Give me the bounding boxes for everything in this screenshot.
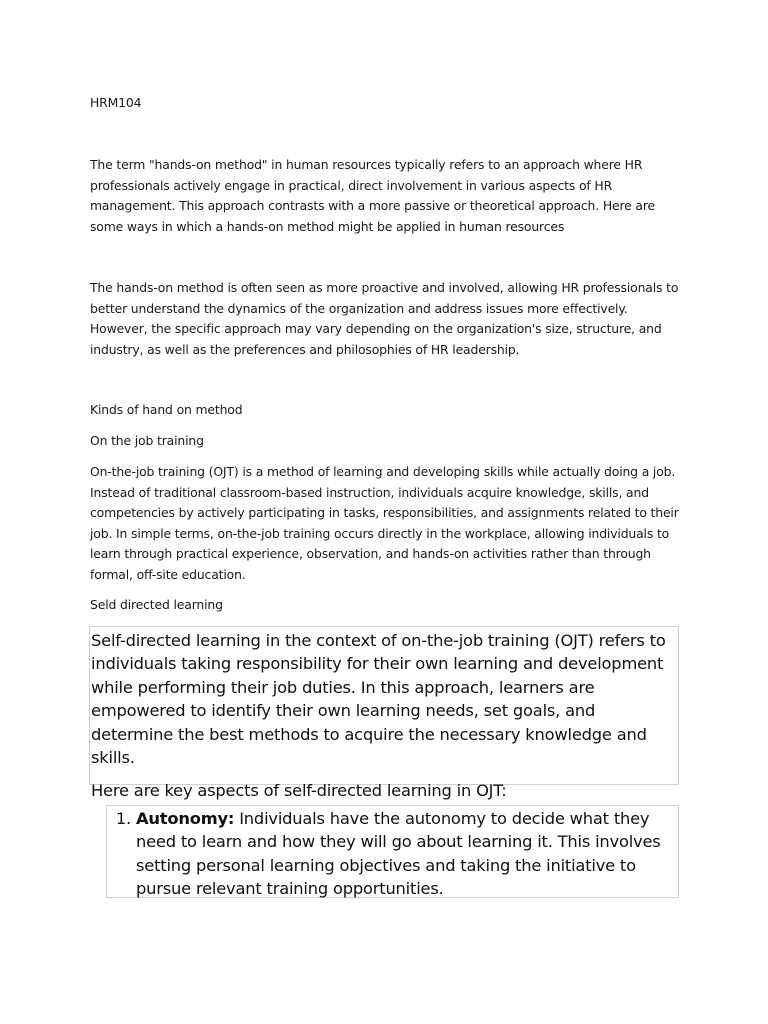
kinds-heading: Kinds of hand on method — [90, 402, 243, 417]
course-code: HRM104 — [90, 95, 142, 110]
summary-paragraph: The hands-on method is often seen as more proactive and involved, allowing HR professionals to better understand the dynamics of the organization and address issues more effectively. However, the specific approach may vary depending on the organization's size, structure, and industry, as well as the preferences and philosophies of HR leadership. — [90, 280, 679, 357]
intro-paragraph: The term "hands-on method" in human resources typically refers to an approach where HR professionals actively engage in practical, direct involvement in various aspects of HR management. This approach contrasts with a more passive or theoretical approach. Here are some ways in which a hands-on method might be applied in human resources — [90, 157, 655, 234]
aspects-list-box — [106, 805, 679, 898]
list-item — [136, 807, 674, 901]
sdl-lead-in: Here are key aspects of self-directed learning in OJT: — [91, 781, 507, 801]
ojt-paragraph: On-the-job training (OJT) is a method of learning and developing skills while actually doing a job. Instead of traditional classroom-based instruction, individuals acquire knowledge, skills, and competencies by actively participating in tasks, responsibilities, and assignments related to their job. In simple terms, on-the-job training occurs directly in the workplace, allowing individuals to learn through practical experience, observation, and hands-on activities rather than through formal, off-site education. — [90, 464, 679, 582]
aspect-description: Individuals have the autonomy to decide what they need to learn and how they will go about learning it. This involves setting personal learning objectives and taking the initiative to pursue relevant training opportunities. — [136, 809, 661, 899]
sdl-text-box — [89, 626, 679, 801]
sdl-heading: Seld directed learning — [90, 597, 223, 612]
aspects-list — [113, 807, 674, 901]
sdl-paragraph: Self-directed learning in the context of on-the-job training (OJT) refers to individuals taking responsibility for their own learning and development while performing their job duties. In this approach, learners are empowered to identify their own learning needs, set goals, and determine the best methods to acquire the necessary knowledge and skills. — [91, 631, 666, 768]
ojt-heading: On the job training — [90, 433, 204, 448]
aspect-term: Autonomy: — [136, 809, 235, 828]
